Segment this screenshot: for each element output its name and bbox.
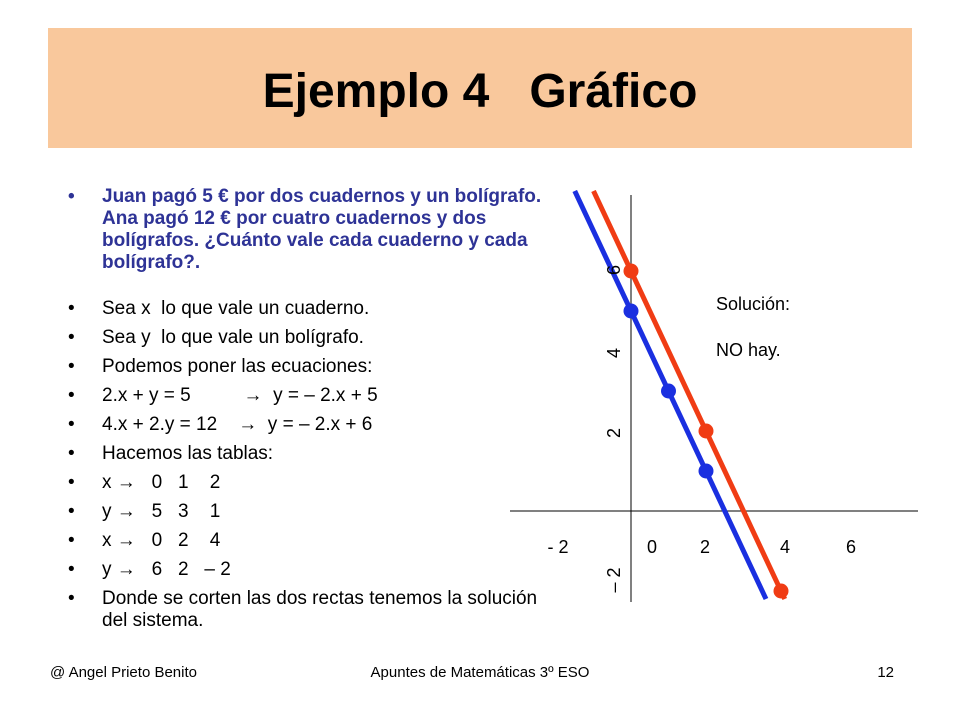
x-tick-label: 0 xyxy=(646,537,658,557)
bullet-dot: • xyxy=(68,443,75,464)
x-tick-label: 4 xyxy=(779,537,791,557)
bullet-dot: • xyxy=(68,186,75,207)
bullet-item xyxy=(68,559,548,581)
bullet-dot: • xyxy=(68,588,75,609)
problem-text: Juan pagó 5 € por dos cuadernos y un bolígrafo. Ana pagó 12 € por cuatro cuadernos y dos bolígrafos. ¿Cuánto vale cada cuaderno y cada bolígrafo?. xyxy=(102,186,542,273)
equation-2: 4.x + 2.y = 12 → y = – 2.x + 6 xyxy=(102,414,373,435)
solution-answer: NO hay. xyxy=(716,340,781,360)
table-1-y: y → 5 3 1 xyxy=(102,501,221,522)
title-bar xyxy=(48,28,912,148)
y-tick-label: – 2 xyxy=(604,567,624,593)
bullet-item xyxy=(68,530,548,552)
bullet-dot: • xyxy=(68,414,75,435)
footer-page-number: 12 xyxy=(877,664,894,681)
table-2-y: y → 6 2 – 2 xyxy=(102,559,231,580)
bullet-item xyxy=(68,443,548,465)
blue-point xyxy=(624,304,639,319)
bullet-item xyxy=(68,385,548,407)
table-2-x: x → 0 2 4 xyxy=(102,530,221,551)
bullet-dot: • xyxy=(68,472,75,493)
slide-title: Ejemplo 4 Gráfico xyxy=(262,65,698,118)
conclusion-text: Donde se corten las dos rectas tenemos la solución del sistema. xyxy=(102,588,538,631)
footer-author: @ Angel Prieto Benito xyxy=(50,664,197,681)
bullet-item xyxy=(68,327,548,349)
x-tick-label: 6 xyxy=(845,537,857,557)
bullet-dot: • xyxy=(68,559,75,580)
blue-point xyxy=(661,384,676,399)
bullet-dot: • xyxy=(68,356,75,377)
bullet-dot: • xyxy=(68,501,75,522)
footer-course: Apuntes de Matemáticas 3º ESO xyxy=(370,664,590,681)
bullet-dot: • xyxy=(68,327,75,348)
bullet-item xyxy=(68,501,548,523)
red-point xyxy=(774,584,789,599)
x-tick-label: - 2 xyxy=(547,537,569,557)
y-tick-label: 6 xyxy=(604,264,624,276)
x-tick-label: 2 xyxy=(699,537,711,557)
red-point xyxy=(699,424,714,439)
bullet-list xyxy=(68,186,548,639)
bullet-item xyxy=(68,472,548,494)
table-1-x: x → 0 1 2 xyxy=(102,472,221,493)
solution-label: Solución: xyxy=(716,294,791,314)
equation-1: 2.x + y = 5 → y = – 2.x + 5 xyxy=(102,385,378,406)
red-line xyxy=(594,191,785,599)
y-tick-label: 4 xyxy=(604,347,624,359)
bullet-item xyxy=(68,356,548,378)
bullet-dot: • xyxy=(68,530,75,551)
bullet-text: Hacemos las tablas: xyxy=(102,443,274,464)
bullet-text: Sea x lo que vale un cuaderno. xyxy=(102,298,370,319)
bullet-dot: • xyxy=(68,298,75,319)
bullet-item xyxy=(68,298,548,320)
blue-point xyxy=(699,464,714,479)
bullet-item xyxy=(68,414,548,436)
bullet-item xyxy=(68,588,548,632)
bullet-text: Podemos poner las ecuaciones: xyxy=(102,356,373,377)
graph-chart xyxy=(510,190,920,610)
bullet-dot: • xyxy=(68,385,75,406)
bullet-text: Sea y lo que vale un bolígrafo. xyxy=(102,327,364,348)
bullet-problem xyxy=(68,186,548,274)
red-point xyxy=(624,264,639,279)
y-tick-label: 2 xyxy=(604,427,624,439)
